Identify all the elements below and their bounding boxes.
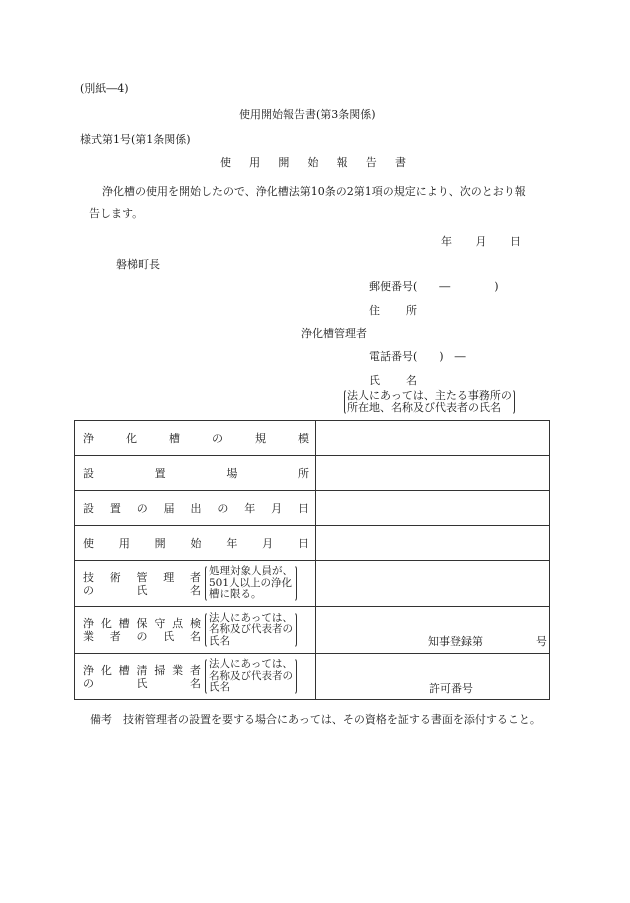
label-char: 所 — [297, 467, 309, 480]
name-char: 名 — [406, 374, 417, 387]
label-char: 点 — [172, 617, 184, 630]
table-row — [75, 607, 550, 654]
label-char: 化 — [126, 432, 137, 445]
address-char: 住 — [369, 304, 380, 317]
manager-role: 浄化槽管理者 — [301, 327, 367, 340]
label-char: 年 — [244, 502, 256, 515]
label-char: 名 — [190, 676, 201, 690]
label-char: 用 — [118, 537, 130, 550]
row-label-start-date — [75, 526, 316, 561]
label-char: 名 — [190, 583, 201, 597]
label-char: 浄 — [83, 432, 94, 445]
document-title: 使用開始報告書(第3条関係) — [239, 108, 376, 121]
table-row — [75, 561, 550, 607]
note-line: 501人以上の浄化 — [209, 576, 293, 589]
value-cell-maintenance[interactable] — [316, 607, 550, 654]
table-row — [75, 654, 550, 700]
label-char: 月 — [262, 537, 274, 550]
label-char: 置 — [109, 502, 121, 515]
date-line — [441, 233, 521, 249]
value-cell-scale[interactable] — [316, 421, 550, 456]
heading-char: 開 — [278, 156, 290, 169]
note-line: 法人にあっては、 — [209, 658, 293, 671]
row-label-location — [75, 456, 316, 491]
label-char: 月 — [271, 502, 283, 515]
label-char: 届 — [163, 502, 175, 515]
label-char: 浄 — [83, 663, 94, 677]
label-char: 浄 — [83, 617, 94, 630]
label-char: 検 — [189, 617, 201, 630]
phone-line: 電話番号( ) ― — [369, 350, 466, 363]
label-char: 氏 — [136, 583, 148, 597]
label-char: 業 — [172, 663, 184, 677]
label-char: 設 — [83, 502, 94, 515]
intro-line-1: 浄化槽の使用を開始したので、浄化槽法第10条の2第1項の規定により、次のとおり報 — [102, 185, 526, 198]
label-char: 規 — [255, 432, 266, 445]
label-char: 名 — [190, 630, 201, 643]
label-char: 氏 — [163, 630, 175, 643]
report-table — [74, 420, 550, 700]
value-cell-cleaning[interactable] — [316, 654, 550, 700]
row-label-maintenance — [75, 607, 316, 654]
note-line: 氏名 — [209, 681, 230, 694]
corporate-note-bracket — [344, 389, 515, 415]
label-char: 使 — [83, 537, 94, 550]
label-char: 技 — [83, 570, 94, 584]
heading-char: 告 — [365, 156, 377, 169]
note-line: 名称及び代表者の — [209, 669, 293, 682]
corporate-note-line-1: 法人にあっては、主たる事務所の — [347, 389, 512, 402]
note-line: 処理対象人員が、 — [209, 565, 293, 578]
value-cell-tech-manager[interactable] — [316, 561, 550, 607]
row-label-notification-date — [75, 491, 316, 526]
label-char: の — [212, 432, 223, 445]
label-char: 槽 — [118, 663, 130, 677]
month-label: 月 — [475, 235, 487, 248]
table-row — [75, 456, 550, 491]
form-heading — [220, 154, 406, 170]
corporate-note — [344, 389, 515, 415]
row-label-cleaning — [75, 654, 316, 700]
label-char: 化 — [100, 617, 112, 630]
intro-line-2: 告します。 — [89, 207, 144, 220]
label-char: 保 — [136, 617, 148, 630]
value-cell-location[interactable] — [316, 456, 550, 491]
heading-char: 用 — [249, 156, 261, 169]
label-char: 者 — [190, 570, 201, 584]
label-char: 管 — [136, 570, 148, 584]
label-char: 始 — [190, 537, 202, 550]
note-line: 槽に限る。 — [209, 588, 262, 601]
day-label: 日 — [510, 235, 521, 248]
maintenance-note — [205, 612, 297, 649]
heading-char: 使 — [220, 156, 231, 169]
label-char: 守 — [154, 617, 166, 630]
value-cell-notification-date[interactable] — [316, 491, 550, 526]
heading-char: 報 — [336, 156, 348, 169]
label-char: 術 — [109, 570, 121, 584]
value-cell-start-date[interactable] — [316, 526, 550, 561]
table-row — [75, 421, 550, 456]
name-char: 氏 — [369, 374, 380, 387]
label-char: 開 — [154, 537, 166, 550]
label-char: 出 — [190, 502, 202, 515]
label-char: 置 — [154, 467, 166, 480]
row-label-scale — [75, 421, 316, 456]
address-label — [369, 302, 417, 318]
label-char: 日 — [297, 537, 309, 550]
label-char: 設 — [83, 467, 94, 480]
label-char: の — [83, 583, 94, 597]
label-char: の — [83, 676, 94, 690]
corporate-note-line-2: 所在地、名称及び代表者の氏名 — [347, 401, 501, 414]
label-char: 氏 — [136, 676, 148, 690]
postal-code-line: 郵便番号( ― ) — [369, 280, 499, 293]
label-char: 業 — [83, 630, 94, 643]
remark: 備考 技術管理者の設置を要する場合にあっては、その資格を証する書面を添付すること。 — [90, 713, 541, 726]
registration-label: 知事登録第 — [428, 635, 483, 648]
permit-label: 許可番号 — [429, 682, 473, 695]
address-char: 所 — [406, 304, 417, 317]
label-char: 者 — [189, 663, 201, 677]
year-label: 年 — [441, 235, 452, 248]
attachment-label: (別紙―4) — [80, 82, 129, 95]
label-char: 清 — [136, 663, 148, 677]
label-char: 日 — [298, 502, 309, 515]
heading-char: 書 — [394, 156, 406, 169]
registration-suffix: 号 — [536, 635, 547, 648]
label-char: の — [217, 502, 229, 515]
label-char: 槽 — [169, 432, 180, 445]
heading-char: 始 — [307, 156, 319, 169]
row-label-tech-manager — [75, 561, 316, 607]
name-label — [369, 372, 417, 388]
label-char: 模 — [298, 432, 309, 445]
label-char: 場 — [226, 467, 238, 480]
table-row — [75, 526, 550, 561]
form-number: 様式第1号(第1条関係) — [80, 133, 191, 146]
label-char: の — [136, 502, 148, 515]
cleaning-note — [205, 658, 297, 695]
table-row — [75, 491, 550, 526]
note-line: 氏名 — [209, 634, 230, 647]
label-char: 者 — [109, 630, 121, 643]
note-line: 名称及び代表者の — [209, 623, 293, 636]
label-char: 理 — [163, 570, 175, 584]
label-char: 年 — [226, 537, 238, 550]
label-char: 掃 — [154, 663, 166, 677]
tech-manager-note — [205, 565, 297, 602]
label-char: 化 — [100, 663, 112, 677]
label-char: 槽 — [118, 617, 130, 630]
label-char: の — [136, 630, 148, 643]
note-line: 法人にあっては、 — [209, 611, 293, 624]
recipient: 磐梯町長 — [116, 258, 160, 271]
